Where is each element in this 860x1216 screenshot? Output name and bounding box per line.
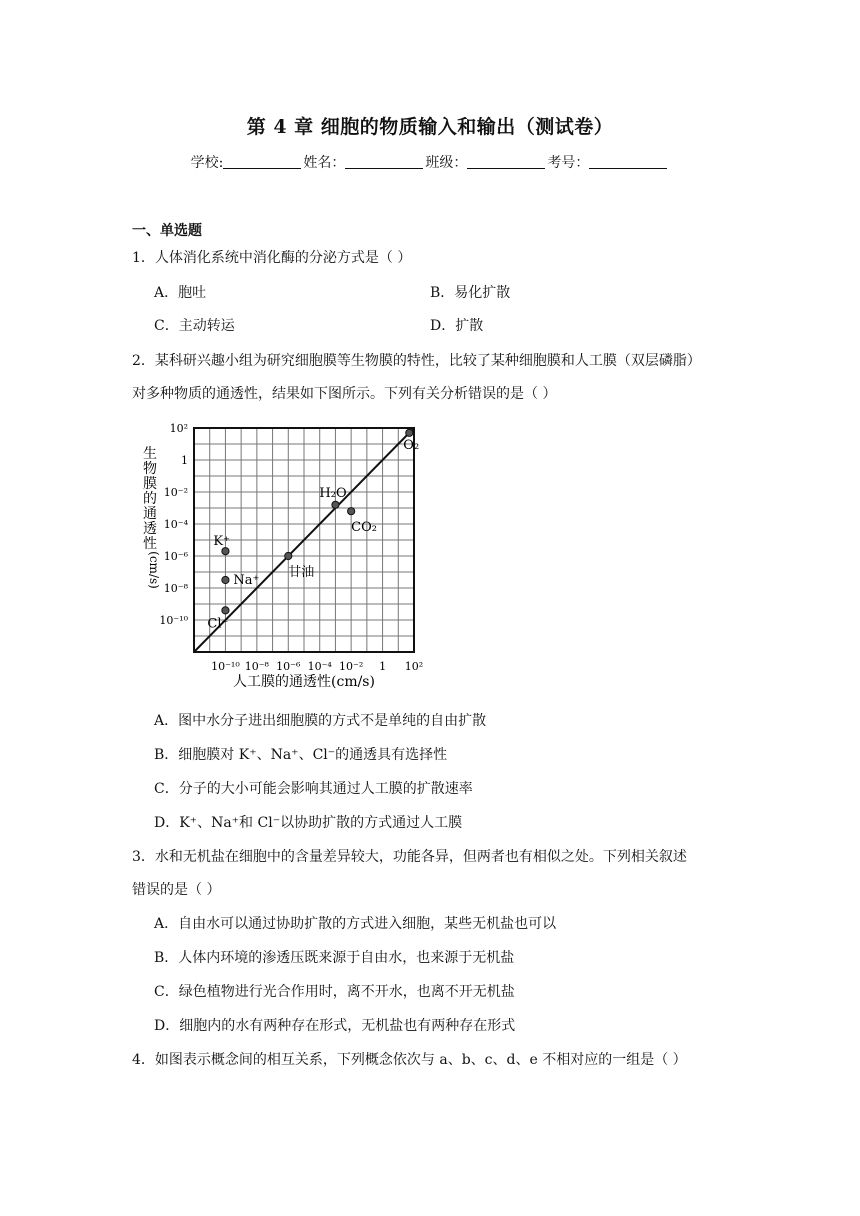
question-3-option-a[interactable]: A．自由水可以通过协助扩散的方式进入细胞，某些无机盐也可以 [154,916,557,932]
data-point-label: 甘油 [288,565,315,580]
data-point [222,576,229,583]
y-axis-label-char: 膜 [143,476,157,492]
question-2-stem-line1: 2．某科研兴趣小组为研究细胞膜等生物膜的特性，比较了某种细胞膜和人工膜（双层磷脂） [132,353,701,369]
x-tick-label: 10⁻² [339,660,364,673]
question-2-stem-line2: 对多种物质的通透性，结果如下图所示。下列有关分析错误的是（ ） [132,386,557,402]
y-tick-label: 10⁻⁶ [163,550,188,563]
data-point [406,429,413,436]
y-axis-label-char: 生 [143,446,157,462]
y-tick-labels [159,422,188,627]
y-tick-label: 10⁻⁸ [163,582,188,595]
question-1-option-b[interactable]: B．易化扩散 [430,285,511,301]
x-tick-label: 10⁻⁴ [307,660,332,673]
class-label: 班级： [425,155,468,171]
y-axis-label-char: 透 [143,521,157,537]
question-4-stem: 4．如图表示概念间的相互关系，下列概念依次与 a、b、c、d、e 不相对应的一组是（ ） [132,1052,687,1068]
x-tick-label: 10² [404,660,424,673]
x-tick-label: 10⁻⁶ [276,660,301,673]
data-point-label: K⁺ [213,534,231,550]
name-blank[interactable] [345,155,423,169]
data-point-label: Na⁺ [233,573,260,588]
data-point [222,607,229,614]
question-2-option-c[interactable]: C．分子的大小可能会影响其通过人工膜的扩散速率 [154,781,473,797]
y-axis-label-unit: (cm/s) [147,551,161,589]
x-tick-label: 1 [379,660,387,673]
y-tick-label: 10⁻⁴ [163,518,188,531]
question-1-option-a[interactable]: A．胞吐 [154,285,207,301]
section-heading: 一、单选题 [132,223,202,239]
page-title: 第 4 章 细胞的物质输入和输出（测试卷） [246,116,614,138]
y-axis-label-char: 物 [143,461,157,477]
y-tick-label: 1 [181,454,188,467]
y-tick-label: 10⁻¹⁰ [159,614,188,627]
question-1-option-c[interactable]: C．主动转运 [154,318,235,334]
question-3-stem-line1: 3．水和无机盐在细胞中的含量差异较大，功能各异，但两者也有相似之处。下列相关叙述 [132,849,687,865]
data-point-label: CO₂ [351,520,377,536]
data-point [285,552,292,559]
question-3-option-b[interactable]: B．人体内环境的渗透压既来源于自由水，也来源于无机盐 [154,950,515,966]
permeability-chart [130,410,440,695]
data-point-label: H₂O [319,485,347,501]
x-tick-labels [211,660,423,673]
school-blank[interactable] [223,155,301,169]
name-label: 姓名： [303,155,346,171]
data-point [348,508,355,515]
question-1-stem: 1．人体消化系统中消化酶的分泌方式是（ ） [132,250,412,266]
data-point [332,501,339,508]
question-1-option-d[interactable]: D．扩散 [430,318,484,334]
school-label: 学校: [190,155,224,171]
question-3-option-c[interactable]: C．绿色植物进行光合作用时，离不开水，也离不开无机盐 [154,984,515,1000]
data-point-label: Cl⁻ [207,616,229,632]
x-tick-label: 10⁻⁸ [244,660,269,673]
question-3-option-d[interactable]: D．细胞内的水有两种存在形式，无机盐也有两种存在形式 [154,1018,516,1034]
y-axis-label [143,445,161,589]
data-point-label: O₂ [403,437,420,453]
exam-no-label: 考号： [547,155,590,171]
y-axis-label-char: 通 [143,506,157,522]
question-3-stem-line2: 错误的是（ ） [132,882,221,898]
x-tick-label: 10⁻¹⁰ [211,660,240,673]
x-axis-label: 人工膜的通透性(cm/s) [233,674,375,690]
student-info-line [0,152,860,172]
y-axis-label-char: 的 [143,491,157,507]
class-blank[interactable] [467,155,545,169]
question-2-option-b[interactable]: B．细胞膜对 K⁺、Na⁺、Cl⁻的通透具有选择性 [154,747,448,763]
y-tick-label: 10² [169,422,188,435]
y-axis-label-char: 性 [143,536,157,552]
question-2-option-d[interactable]: D．K⁺、Na⁺和 Cl⁻以协助扩散的方式通过人工膜 [154,815,463,831]
y-tick-label: 10⁻² [163,486,188,499]
question-2-option-a[interactable]: A．图中水分子进出细胞膜的方式不是单纯的自由扩散 [154,713,487,729]
exam-no-blank[interactable] [589,155,667,169]
